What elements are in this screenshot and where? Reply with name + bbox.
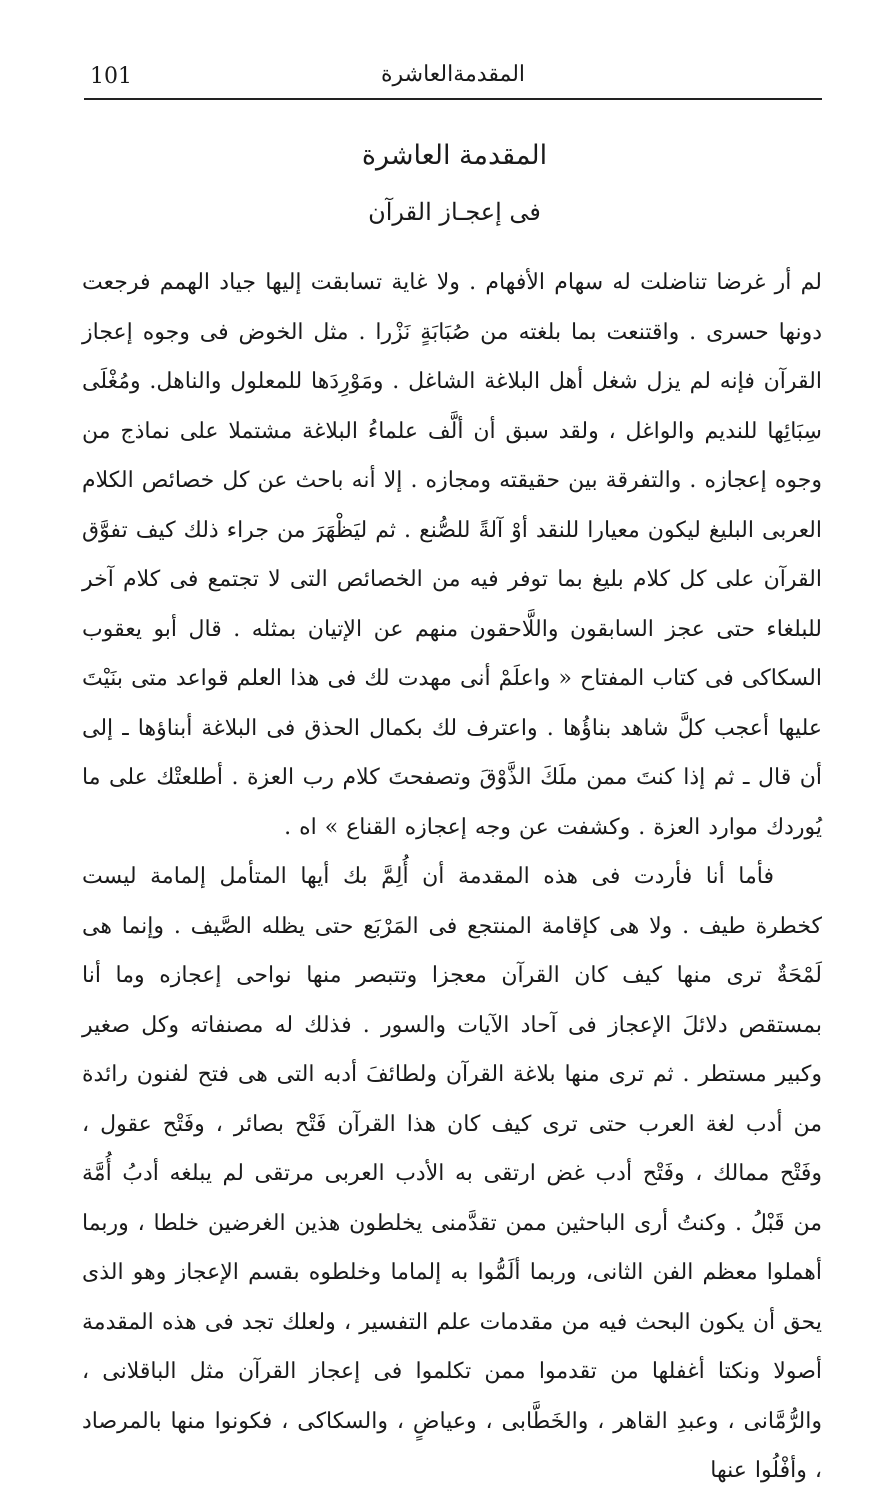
running-header — [84, 58, 822, 94]
body-text — [82, 258, 822, 1496]
chapter-title: المقدمة العاشرة — [361, 140, 548, 171]
paragraph: لم أر غرضا تناضلت له سهام الأفهام . ولا غاية تسابقت إليها جياد الهمم فرجعت دونها حسرى . واقتنعت بما بلغته من صُبَابَةٍ نَزْرا . مثل الخوض فى وجوه إعجاز القرآن فإنه لم يزل شغل أهل البلاغة الشاغل . ومَوْرِدَها للمعلول والناهل. ومُغْلَى سِبَائِها للنديم والواغل ، ولقد سبق أن ألَّف علماءُ البلاغة مشتملا على نماذج من وجوه إعجازه . والتفرقة بين حقيقته ومجازه . إلا أنه باحث عن كل خصائص الكلام العربى البليغ ليكون معيارا للنقد أوْ آلةً للصُّنع . ثم ليَظْهَرَ من جراء ذلك كيف تفوَّق القرآن على كل كلام بليغ بما توفر فيه من الخصائص التى لا تجتمع فى كلام آخر للبلغاء حتى عجز السابقون واللَّاحقون منهم عن الإتيان بمثله . قال أبو يعقوب السكاكى فى كتاب المفتاح « واعلَمْ أنى مهدت لك فى هذا العلم قواعد متى بنَيْتَ عليها أعجب كلَّ شاهد بناؤُها . واعترف لك بكمال الحذق فى البلاغة أبناؤها ـ إلى أن قال ـ ثم إذا كنتَ ممن ملَكَ الذَّوْقَ وتصفحتَ كلام رب العزة . أطلعتْك على ما يُوردك موارد العزة . وكشفت عن وجه إعجازه القناع » اه . — [82, 270, 822, 840]
header-rule — [84, 98, 822, 100]
page-number: 101 — [90, 64, 132, 89]
chapter-subtitle: فى إعجـاز القرآن — [368, 198, 541, 226]
running-title: المقدمةالعاشرة — [380, 62, 526, 87]
paragraph: فأما أنا فأردت فى هذه المقدمة أن أُلِمَّ بك أيها المتأمل إلمامة ليست كخطرة طيف . ولا هى كإقامة المنتجع فى المَرْبَع حتى يظله الصَّيف . وإنما هى لَمْحَةٌ ترى منها كيف كان القرآن معجزا وتتبصر منها نواحى إعجازه وما أنا بمستقص دلائلَ الإعجاز فى آحاد الآيات والسور . فذلك له مصنفاته وكل صغير وكبير مستطر . ثم ترى منها بلاغة القرآن ولطائفَ أدبه التى هى فتح لفنون رائدة من أدب لغة العرب حتى ترى كيف كان هذا القرآن فَتْح بصائر ، وفَتْح عقول ، وفَتْح ممالك ، وفَتْح أدب غض ارتقى به الأدب العربى مرتقى لم يبلغه أدبُ أُمَّة من قَبْلُ . وكنتُ أرى الباحثين ممن تقدَّمنى يخلطون هذين الغرضين خلطا ، وربما أهملوا معظم الفن الثانى، وربما ألَمُّوا به إلماما وخلطوه بقسم الإعجاز وهو الذى يحق أن يكون البحث فيه من مقدمات علم التفسير ، ولعلك تجد فى هذه المقدمة أصولا ونكتا أغفلها من تقدموا ممن تكلموا فى إعجاز القرآن مثل الباقلانى ، والرُّمَّانى ، وعبدِ القاهر ، والخَطَّابى ، وعياضٍ ، والسكاكى ، فكونوا منها بالمرصاد ، وأفْلُوا عنها — [82, 864, 823, 1483]
